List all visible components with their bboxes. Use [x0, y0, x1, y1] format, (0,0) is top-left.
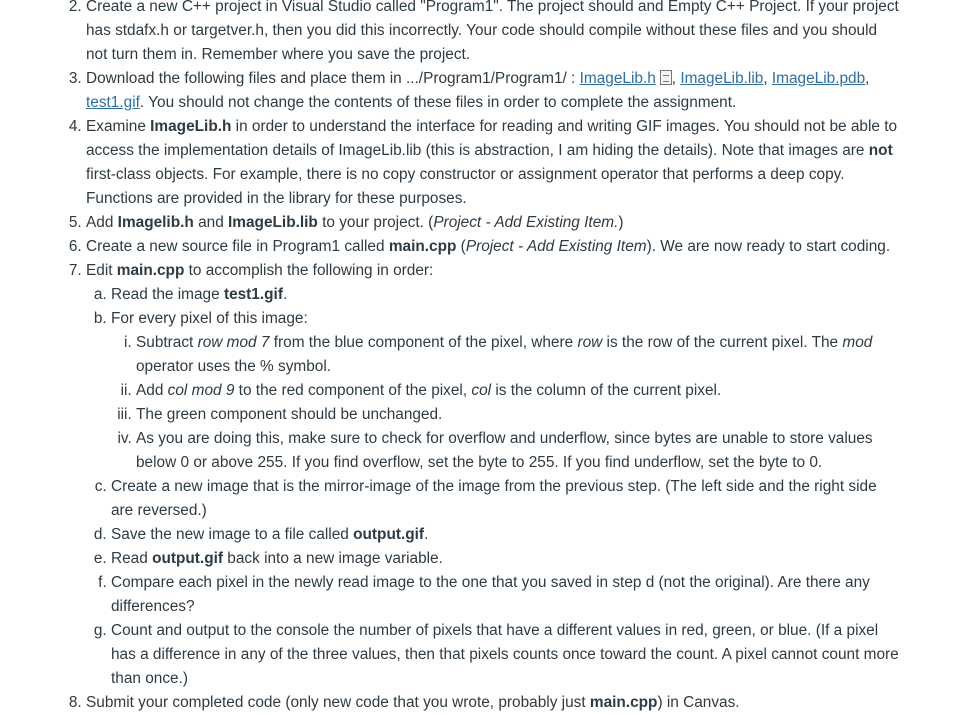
op-text: operator uses the % symbol. — [136, 358, 332, 375]
substeps-list — [86, 283, 901, 691]
step-2-text: Create a new C++ project in Visual Studio called "Program1". The project should and Empty C++ Project. If your project has stdafx.h or targetver.h, then you did this incorrectly. Your code should compile without these files and you should not turn them in. Remember where you save the project. — [86, 0, 899, 63]
substep-a — [111, 283, 901, 307]
menu-path: Project - Add Existing Item — [465, 238, 647, 255]
substep-text: Save the new image to a file called — [111, 526, 354, 543]
step-5-text: to your project. ( — [317, 214, 434, 231]
op-term: col mod 9 — [167, 382, 235, 399]
substep-text: . — [424, 526, 429, 543]
separator: , — [865, 70, 870, 87]
substep-g — [111, 619, 901, 691]
step-7-text: to accomplish the following in order: — [184, 262, 434, 279]
test1-gif-bold: test1.gif — [223, 286, 283, 303]
substep-text: Read the image — [111, 286, 224, 303]
op-term: row mod 7 — [197, 334, 270, 351]
op-text: is the column of the current pixel. — [491, 382, 722, 399]
substep-text: . — [282, 286, 288, 303]
op-term: row — [577, 334, 603, 351]
step-4 — [86, 115, 967, 211]
separator: , — [671, 70, 681, 87]
menu-path: Project - Add Existing Item. — [433, 214, 619, 231]
step-6-text: ). We are now ready to start coding. — [646, 238, 891, 255]
step-6-text: Create a new source file in Program1 called — [86, 238, 389, 255]
imagelib-lib-link[interactable]: ImageLib.lib — [680, 70, 764, 87]
step-7-text: Edit — [86, 262, 117, 279]
substep-f — [111, 571, 901, 619]
pixel-op-iv — [136, 427, 901, 475]
pixel-op-iii — [136, 403, 901, 427]
document-preview-icon[interactable] — [660, 70, 672, 85]
output-gif-bold: output.gif — [152, 550, 224, 567]
main-cpp-bold: main.cpp — [388, 238, 457, 255]
step-8-text: Submit your completed code (only new code that you wrote, probably just — [86, 694, 590, 711]
substep-text: Count and output to the console the number of pixels that have a different values in red, green, or blue. (If a pixel has a difference in any of the three values, then that pixels counts once toward the count. A pixel cannot count more than once.) — [111, 622, 899, 687]
op-text: As you are doing this, make sure to check for overflow and underflow, since bytes are unable to store values below 0 or above 255. If you find overflow, set the byte to 255. If you find underflow, set the byte to 0. — [136, 430, 873, 471]
op-term: mod — [842, 334, 873, 351]
step-6 — [86, 235, 967, 259]
step-8 — [86, 691, 967, 715]
step-3-text: Download the following files and place them in .../Program1/Program1/ : — [86, 70, 580, 87]
output-gif-bold: output.gif — [353, 526, 425, 543]
step-5-text: Add — [86, 214, 118, 231]
op-text: is the row of the current pixel. The — [602, 334, 843, 351]
imagelib-lib-bold: ImageLib.lib — [228, 214, 318, 231]
op-text: to the red component of the pixel, — [234, 382, 472, 399]
separator: , — [763, 70, 772, 87]
op-text: The green component should be unchanged. — [136, 406, 443, 423]
substep-text: Create a new image that is the mirror-image of the image from the previous step. (The left side and the right side are reversed.) — [111, 478, 877, 519]
op-text: from the blue component of the pixel, where — [269, 334, 578, 351]
step-6-text: ( — [456, 238, 466, 255]
not-bold: not — [868, 142, 893, 159]
step-2 — [86, 0, 967, 67]
pixel-op-ii — [136, 379, 901, 403]
step-4-text: Examine — [86, 118, 151, 135]
imagelib-h-bold: Imagelib.h — [117, 214, 194, 231]
pixel-ops-list — [111, 331, 901, 475]
substep-c — [111, 475, 901, 523]
main-cpp-bold: main.cpp — [589, 694, 658, 711]
imagelib-pdb-link[interactable]: ImageLib.pdb — [771, 70, 866, 87]
substep-text: For every pixel of this image: — [111, 310, 308, 327]
substep-d — [111, 523, 901, 547]
step-5-text: and — [193, 214, 229, 231]
substep-text: Compare each pixel in the newly read image to the one that you saved in step d (not the original). Are there any differences? — [111, 574, 870, 615]
op-text: Subtract — [136, 334, 198, 351]
pixel-op-i — [136, 331, 901, 379]
op-text: Add — [136, 382, 168, 399]
step-7 — [86, 259, 967, 691]
test1-gif-link[interactable]: test1.gif — [86, 94, 140, 111]
step-5 — [86, 211, 967, 235]
imagelib-h-link[interactable]: ImageLib.h — [579, 70, 656, 87]
step-8-text: ) in Canvas. — [657, 694, 740, 711]
substep-text: back into a new image variable. — [223, 550, 443, 567]
step-4-text: first-class objects. For example, there is no copy constructor or assignment operator that performs a deep copy. Functions are provided in the library for these purposes. — [86, 166, 845, 207]
step-3 — [86, 67, 967, 115]
imagelib-h-bold: ImageLib.h — [150, 118, 232, 135]
step-5-text: ) — [618, 214, 624, 231]
substep-text: Read — [111, 550, 153, 567]
substep-e — [111, 547, 901, 571]
main-cpp-bold: main.cpp — [116, 262, 185, 279]
substep-b — [111, 307, 901, 475]
step-3-text-end: . You should not change the contents of these files in order to complete the assignment. — [139, 94, 737, 111]
op-term: col — [471, 382, 492, 399]
step-4-text: in order to understand the interface for reading and writing GIF images. You should not be able to access the implementation details of ImageLib.lib (this is abstraction, I am hiding the details). Note that images are — [86, 118, 898, 159]
